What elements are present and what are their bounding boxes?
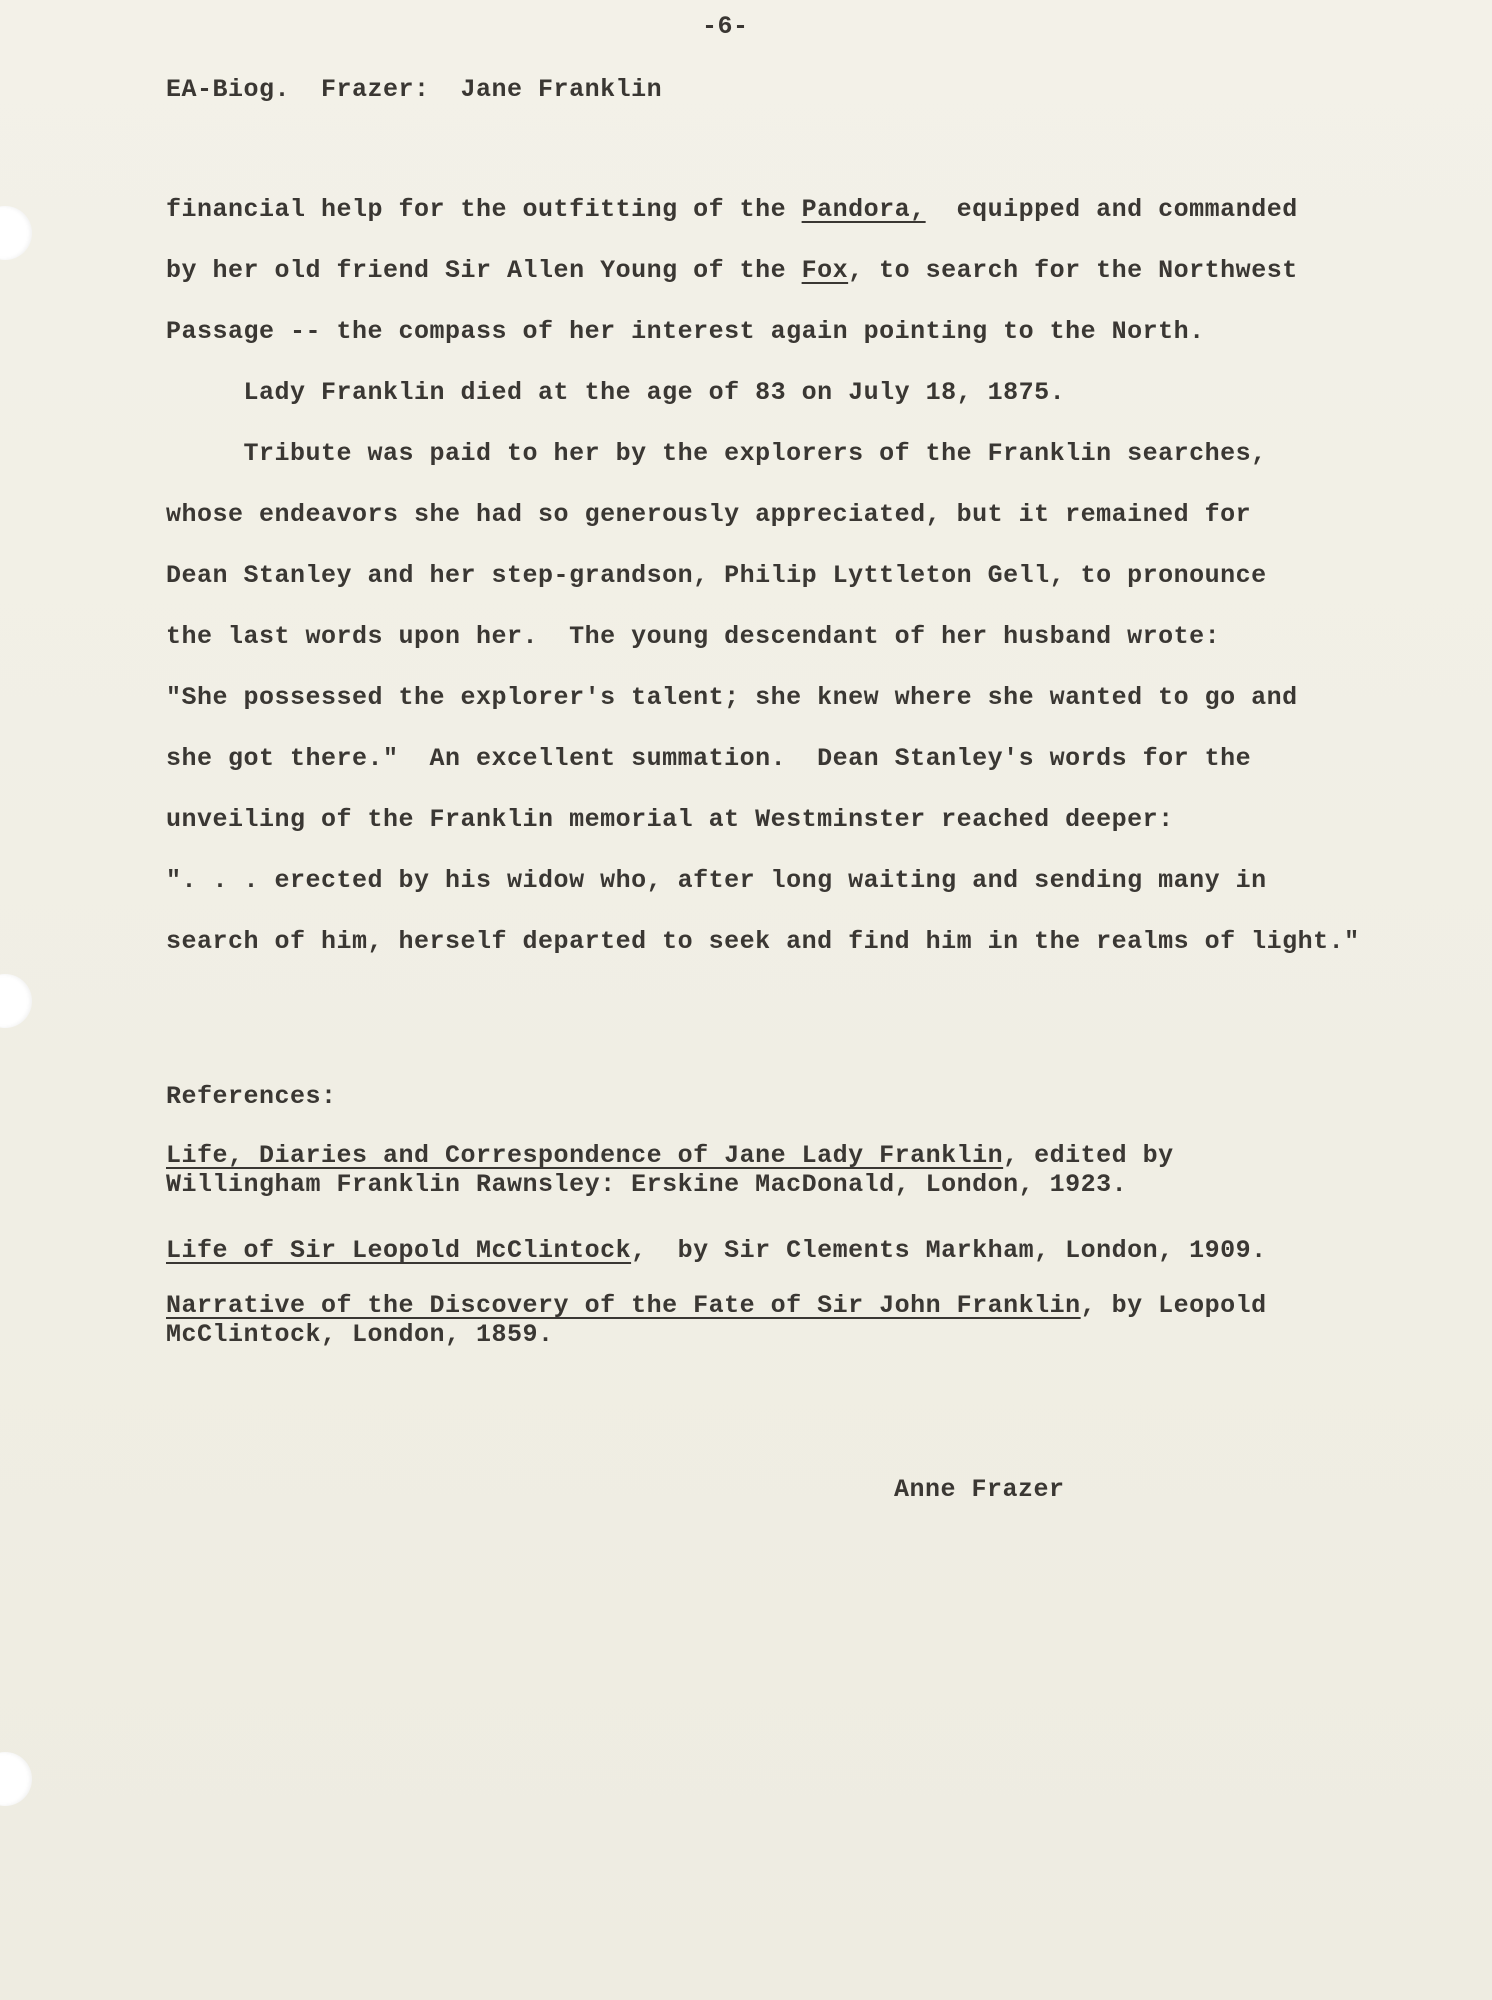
reference-1 <box>166 1141 1174 1171</box>
reference-3-detail: , by Leopold <box>1080 1291 1267 1320</box>
body-line: Tribute was paid to her by the explorers of the Franklin searches, <box>166 439 1267 468</box>
punch-hole <box>0 1752 32 1806</box>
body-line: "She possessed the explorer's talent; she knew where she wanted to go and <box>166 683 1298 712</box>
reference-3-line-2: McClintock, London, 1859. <box>166 1320 554 1349</box>
body-line: whose endeavors she had so generously appreciated, but it remained for <box>166 500 1252 529</box>
punch-hole <box>0 974 32 1028</box>
reference-1-detail: , edited by <box>1003 1141 1174 1170</box>
reference-1-line-2: Willingham Franklin Rawnsley: Erskine MacDonald, London, 1923. <box>166 1170 1128 1199</box>
body-line: search of him, herself departed to seek and find him in the realms of light." <box>166 927 1360 956</box>
reference-3 <box>166 1291 1267 1321</box>
body-line: Dean Stanley and her step-grandson, Philip Lyttleton Gell, to pronounce <box>166 561 1267 590</box>
body-line <box>166 195 1298 225</box>
reference-2-title: Life of Sir Leopold McClintock <box>166 1236 632 1265</box>
body-line: Passage -- the compass of her interest again pointing to the North. <box>166 317 1205 346</box>
ship-name-fox: Fox <box>801 256 849 285</box>
page-number: -6- <box>702 12 749 41</box>
body-text: by her old friend Sir Allen Young of the <box>166 256 802 285</box>
punch-hole <box>0 206 32 260</box>
body-line: ". . . erected by his widow who, after long waiting and sending many in <box>166 866 1267 895</box>
reference-2-detail: , by Sir Clements Markham, London, 1909. <box>631 1236 1267 1265</box>
ship-name-pandora: Pandora, <box>801 195 926 224</box>
references-heading: References: <box>166 1082 337 1111</box>
reference-3-title: Narrative of the Discovery of the Fate of Sir John Franklin <box>166 1291 1081 1320</box>
body-text: , to search for the Northwest <box>848 256 1298 285</box>
reference-2 <box>166 1236 1267 1266</box>
body-line: Lady Franklin died at the age of 83 on July 18, 1875. <box>166 378 1066 407</box>
body-line: she got there." An excellent summation. Dean Stanley's words for the <box>166 744 1252 773</box>
author-signature: Anne Frazer <box>894 1475 1065 1504</box>
body-line: unveiling of the Franklin memorial at Westminster reached deeper: <box>166 805 1174 834</box>
reference-1-title: Life, Diaries and Correspondence of Jane Lady Franklin <box>166 1141 1004 1170</box>
body-line <box>166 256 1298 286</box>
page-header: EA-Biog. Frazer: Jane Franklin <box>166 75 663 104</box>
body-text: equipped and commanded <box>925 195 1298 224</box>
body-line: the last words upon her. The young descendant of her husband wrote: <box>166 622 1221 651</box>
body-text: financial help for the outfitting of the <box>166 195 802 224</box>
